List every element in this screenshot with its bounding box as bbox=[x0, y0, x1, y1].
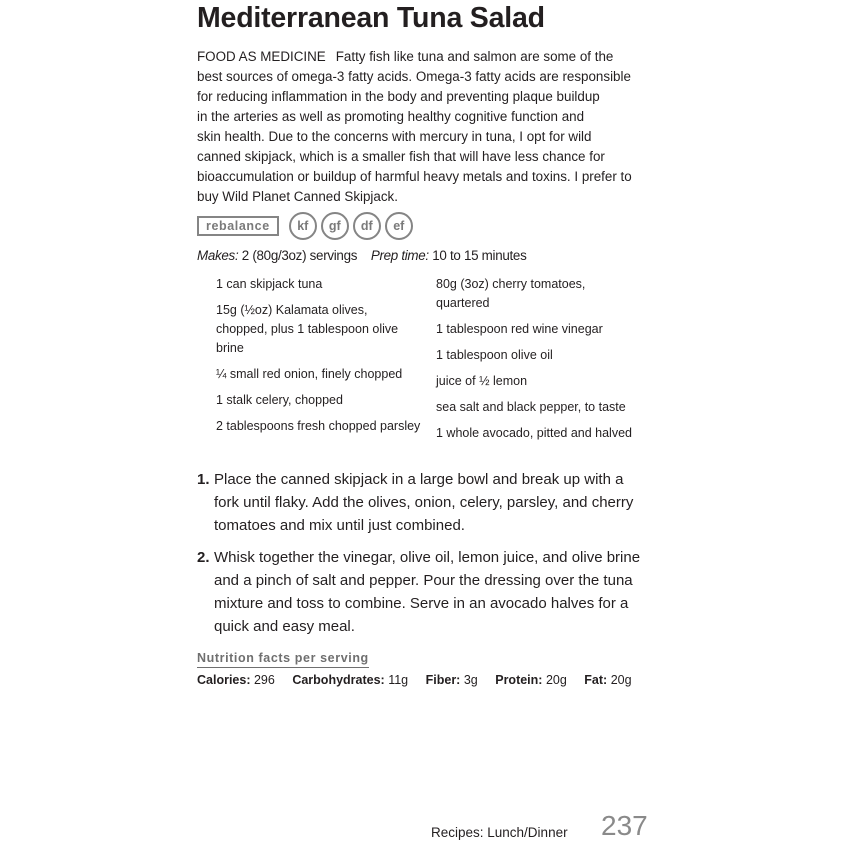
ingredient-item: 1 tablespoon olive oil bbox=[436, 348, 553, 362]
intro-line: skin health. Due to the concerns with mercury in tuna, I opt for wild bbox=[197, 129, 592, 144]
prep-time-value: 10 to 15 minutes bbox=[432, 248, 527, 263]
recipe-page bbox=[197, 0, 659, 851]
ingredient-item: juice of ½ lemon bbox=[436, 374, 528, 388]
makes-label: Makes: bbox=[197, 248, 239, 263]
step-line: quick and easy meal. bbox=[214, 618, 355, 635]
nutrition-value: 20g bbox=[545, 673, 567, 687]
yield-line bbox=[197, 248, 526, 263]
footer-section-title: Recipes: Lunch/Dinner bbox=[431, 825, 568, 840]
ingredient-item: ¼ small red onion, finely chopped bbox=[216, 367, 403, 381]
intro-line: in the arteries as well as promoting healthy cognitive function and bbox=[197, 109, 585, 124]
prep-time-label: Prep time: bbox=[370, 248, 429, 263]
nutrition-fiber bbox=[426, 673, 478, 687]
step-line: Place the canned skipjack in a large bowl and break up with a bbox=[214, 471, 624, 488]
nutrition-label: Calories: bbox=[197, 673, 251, 687]
nutrition-label: Fat: bbox=[584, 673, 608, 687]
step-number: 2. bbox=[197, 549, 210, 566]
page-number: 237 bbox=[601, 810, 648, 841]
ingredient-item: 1 tablespoon red wine vinegar bbox=[436, 322, 603, 336]
ingredient-item: 1 can skipjack tuna bbox=[216, 277, 323, 291]
nutrition-value: 296 bbox=[253, 673, 275, 687]
nutrition-heading: Nutrition facts per serving bbox=[197, 651, 369, 668]
step-line: and a pinch of salt and pepper. Pour the dressing over the tuna bbox=[214, 572, 633, 589]
nutrition-value: 3g bbox=[463, 673, 478, 687]
makes-value: 2 (80g/3oz) servings bbox=[241, 248, 358, 263]
ingredient-item: 2 tablespoons fresh chopped parsley bbox=[216, 419, 421, 433]
ingredient-item: 15g (½oz) Kalamata olives, chopped, plus 1 tablespoon olive brine bbox=[216, 303, 399, 355]
rebalance-badge: rebalance bbox=[197, 216, 279, 236]
intro-line: buy Wild Planet Canned Skipjack. bbox=[197, 189, 398, 204]
intro-line bbox=[197, 47, 659, 67]
diet-badges bbox=[197, 213, 417, 239]
intro-line: best sources of omega-3 fatty acids. Omega-3 fatty acids are responsible bbox=[197, 69, 631, 84]
ingredient-item: 1 whole avocado, pitted and halved bbox=[436, 426, 632, 440]
step-line: tomatoes and mix until just combined. bbox=[214, 517, 465, 534]
nutrition-value: 11g bbox=[388, 673, 409, 687]
nutrition-fat bbox=[584, 673, 631, 687]
nutrition-label: Protein: bbox=[495, 673, 543, 687]
step-text bbox=[214, 468, 664, 537]
nutrition-value: 20g bbox=[610, 673, 632, 687]
step-line: Whisk together the vinegar, olive oil, lemon juice, and olive brine bbox=[214, 549, 641, 566]
dairy-free-badge: df bbox=[353, 212, 381, 240]
intro-line: bioaccumulation or buildup of harmful heavy metals and toxins. I prefer to bbox=[197, 169, 632, 184]
intro-paragraph bbox=[197, 47, 659, 207]
nutrition-label: Fiber: bbox=[425, 673, 461, 687]
intro-line: canned skipjack, which is a smaller fish that will have less chance for bbox=[197, 149, 605, 164]
recipe-title: Mediterranean Tuna Salad bbox=[197, 2, 545, 34]
step-text bbox=[214, 546, 664, 638]
step-line: fork until flaky. Add the olives, onion, celery, parsley, and cherry bbox=[214, 494, 634, 511]
keto-friendly-badge: kf bbox=[289, 212, 317, 240]
intro-text: Fatty fish like tuna and salmon are some of the bbox=[335, 49, 614, 64]
ingredient-item: sea salt and black pepper, to taste bbox=[436, 400, 626, 414]
ingredient-item: 80g (3oz) cherry tomatoes, quartered bbox=[436, 277, 586, 310]
nutrition-protein bbox=[495, 673, 567, 687]
food-as-medicine-label: FOOD AS MEDICINE bbox=[197, 49, 326, 64]
nutrition-carbohydrates bbox=[292, 673, 408, 687]
intro-line: for reducing inflammation in the body and preventing plaque buildup bbox=[197, 89, 600, 104]
egg-free-badge: ef bbox=[385, 212, 413, 240]
nutrition-label: Carbohydrates: bbox=[292, 673, 385, 687]
nutrition-facts bbox=[197, 673, 646, 687]
gluten-free-badge: gf bbox=[321, 212, 349, 240]
ingredient-item: 1 stalk celery, chopped bbox=[216, 393, 343, 407]
step-number: 1. bbox=[197, 471, 210, 488]
nutrition-calories bbox=[197, 673, 275, 687]
step-line: mixture and toss to combine. Serve in an avocado halves for a bbox=[214, 595, 629, 612]
